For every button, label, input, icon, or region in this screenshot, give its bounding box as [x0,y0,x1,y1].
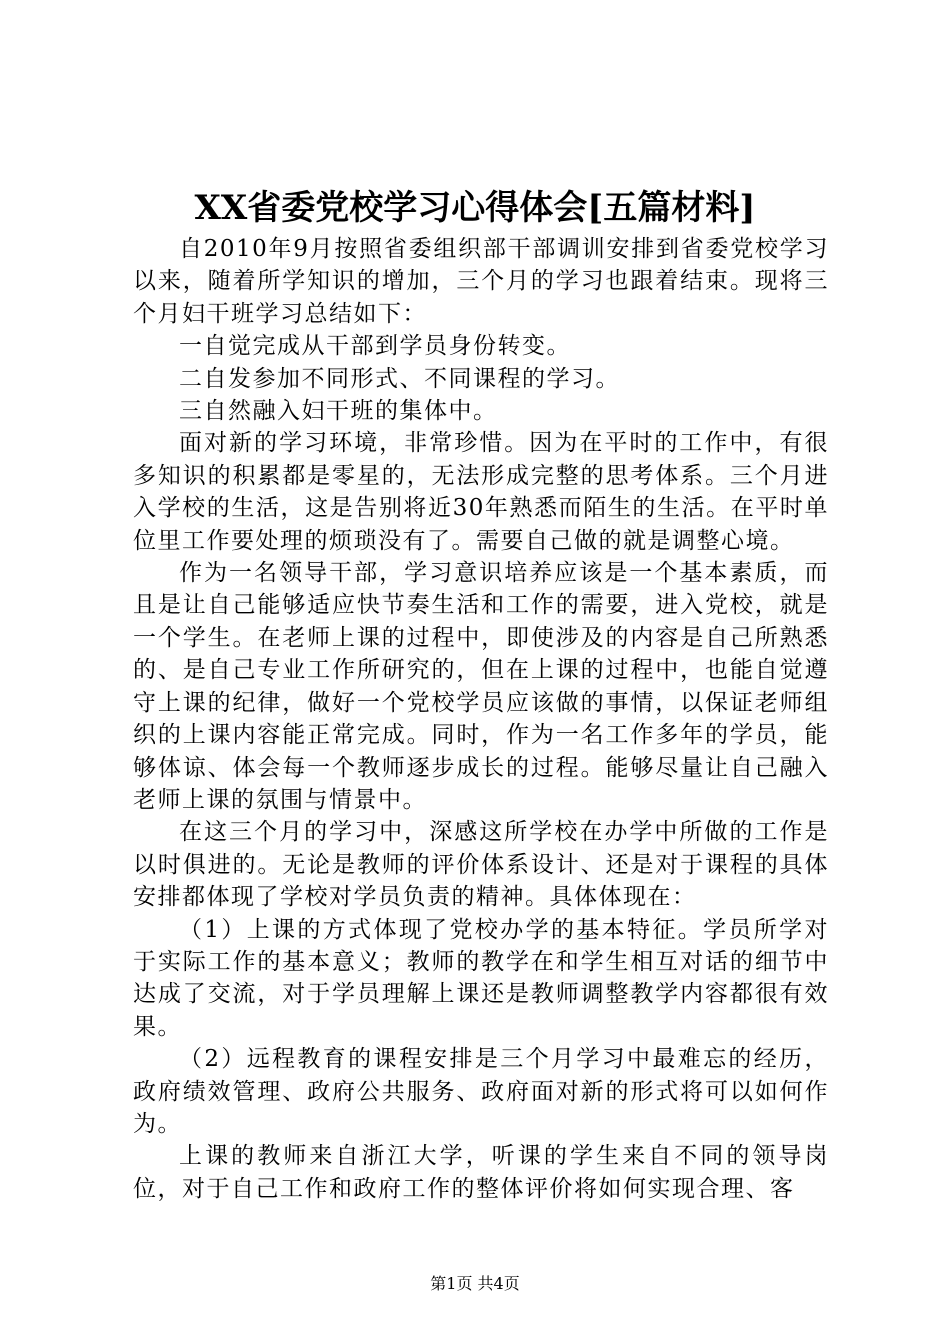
paragraph: 面对新的学习环境，非常珍惜。因为在平时的工作中，有很多知识的积累都是零星的，无法形成完整的思考体系。三个月进入学校的生活，这是告别将近30年熟悉而陌生的生活。在平时单位里工作要处理的烦琐没有了。需要自己做的就是调整心境。 [133,430,829,554]
paragraph: 上课的教师来自浙江大学，听课的学生来自不同的领导岗位，对于自己工作和政府工作的整体评价将如何实现合理、客 [133,1143,829,1202]
page-number-footer: 第1页 共4页 [430,1274,520,1293]
paragraph: 作为一名领导干部，学习意识培养应该是一个基本素质，而且是让自己能够适应快节奏生活和工作的需要，进入党校，就是一个学生。在老师上课的过程中，即使涉及的内容是自己所熟悉的、是自己专业工作所研究的，但在上课的过程中，也能自觉遵守上课的纪律，做好一个党校学员应该做的事情，以保证老师组织的上课内容能正常完成。同时，作为一名工作多年的学员，能够体谅、体会每一个教师逐步成长的过程。能够尽量让自己融入老师上课的氛围与情景中。 [133,560,829,813]
paragraph: 三自然融入妇干班的集体中。 [179,398,498,425]
paragraph: 一自觉完成从干部到学员身份转变。 [179,333,571,360]
document-body [133,233,829,1205]
document-title: XX省委党校学习心得体会[五篇材料] [194,188,756,228]
paragraph: 在这三个月的学习中，深感这所学校在办学中所做的工作是以时俱进的。无论是教师的评价体系设计、还是对于课程的具体安排都体现了学校对学员负责的精神。具体体现在： [133,819,829,911]
paragraph: （1）上课的方式体现了党校办学的基本特征。学员所学对于实际工作的基本意义；教师的教学在和学生相互对话的细节中达成了交流，对于学员理解上课还是教师调整教学内容都很有效果。 [133,916,829,1040]
paragraph: 二自发参加不同形式、不同课程的学习。 [179,365,620,392]
paragraph: 自2010年9月按照省委组织部干部调训安排到省委党校学习以来，随着所学知识的增加，三个月的学习也跟着结束。现将三个月妇干班学习总结如下： [133,236,829,327]
paragraph: （2）远程教育的课程安排是三个月学习中最难忘的经历，政府绩效管理、政府公共服务、政府面对新的形式将可以如何作为。 [133,1046,829,1137]
